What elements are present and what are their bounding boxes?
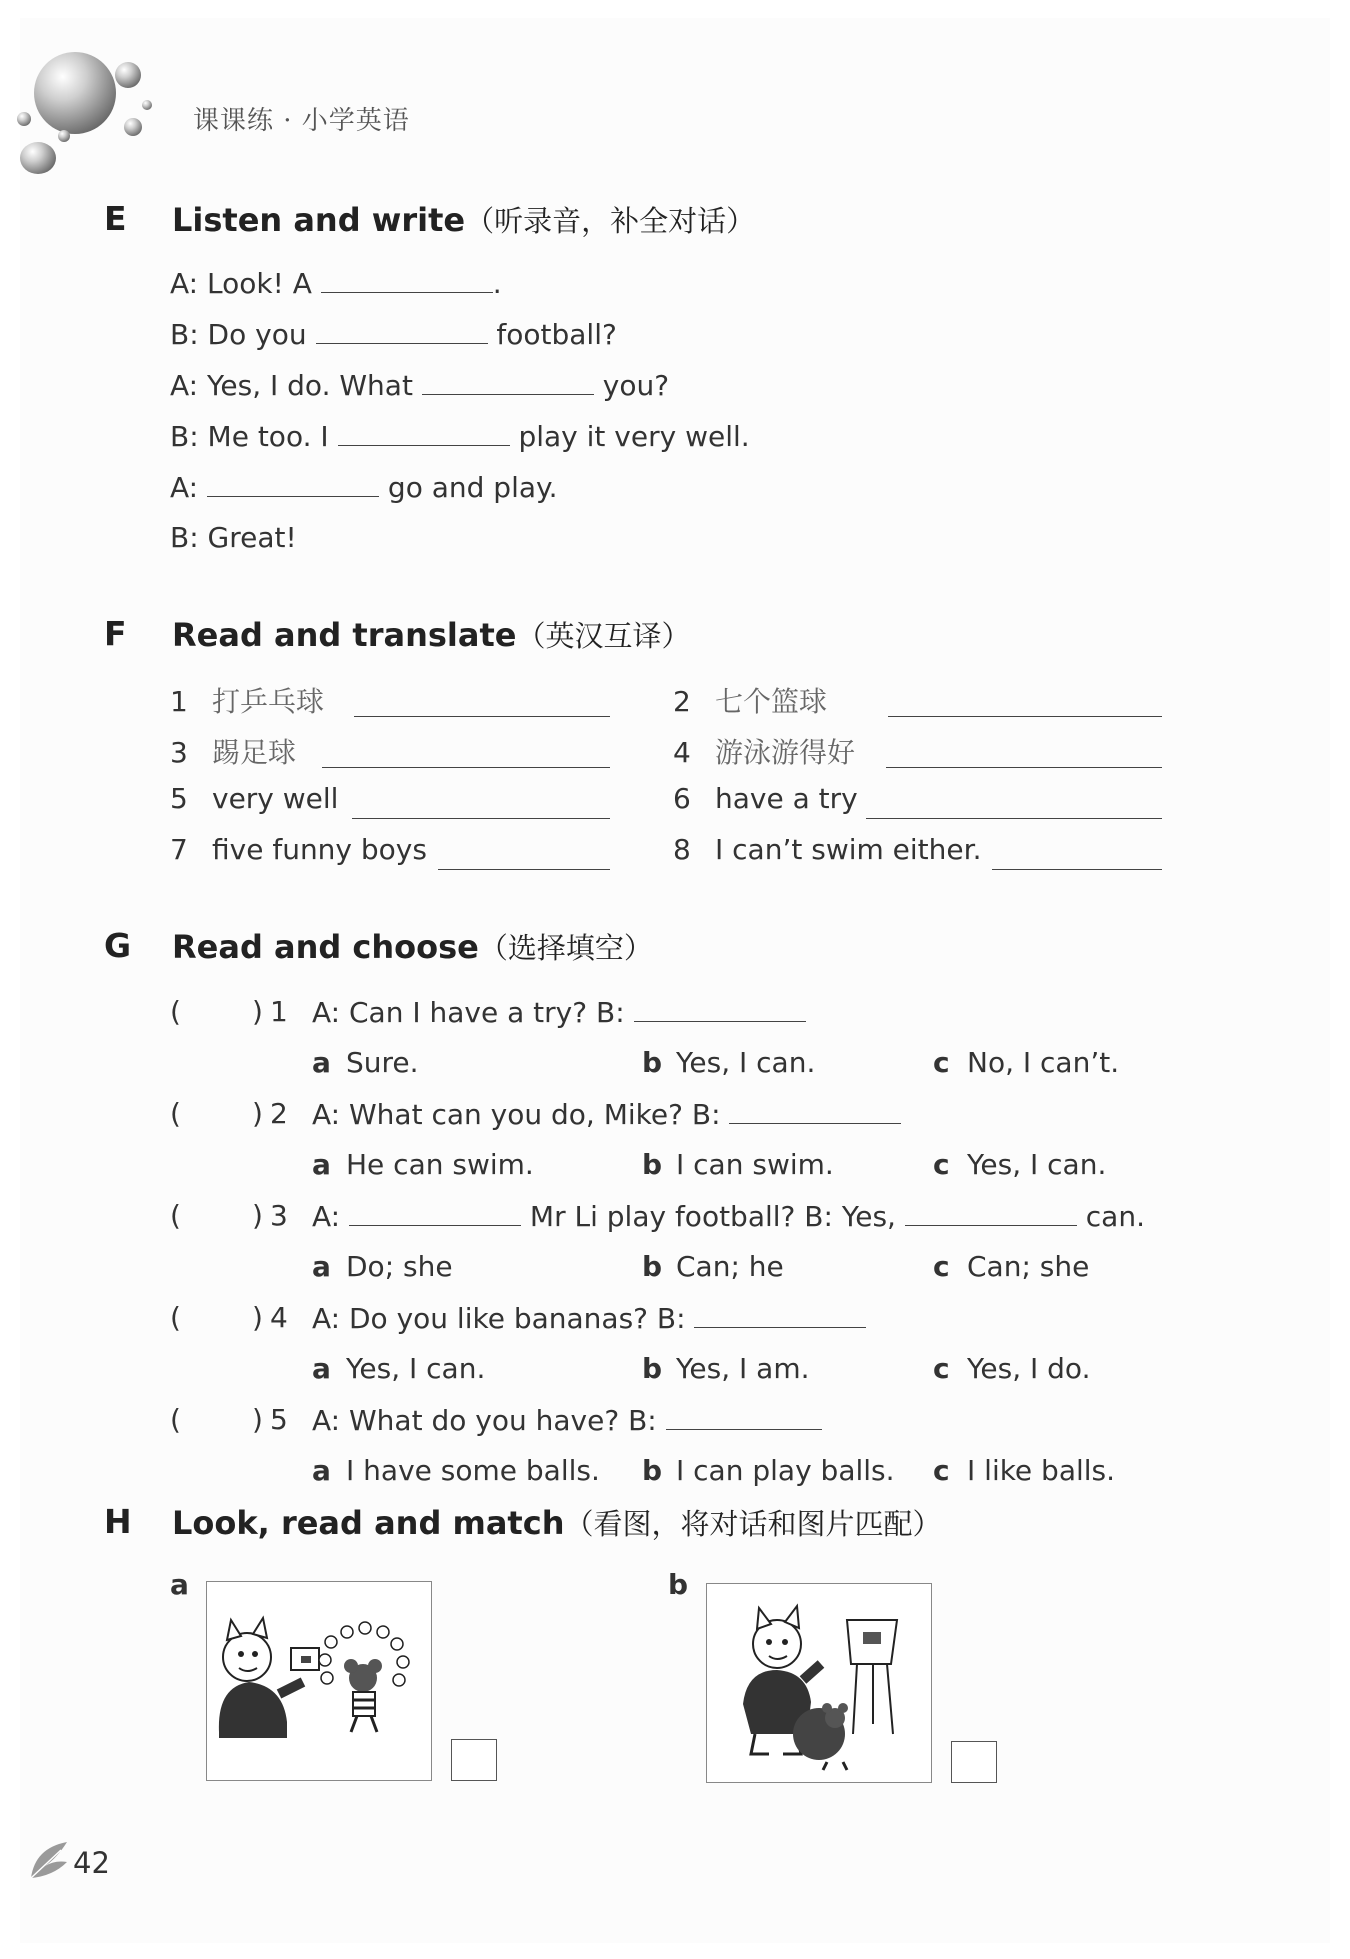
match-answer-box-b[interactable] bbox=[951, 1741, 997, 1783]
option-a[interactable]: a Sure. bbox=[312, 1046, 419, 1079]
option-c[interactable]: c No, I can’t. bbox=[933, 1046, 1120, 1079]
question-number: 2 bbox=[270, 1097, 288, 1130]
question-number: 3 bbox=[270, 1199, 288, 1232]
translate-item: 8 I can’t swim either. bbox=[673, 833, 982, 866]
option-b[interactable]: b Yes, I can. bbox=[642, 1046, 816, 1079]
answer-blank[interactable] bbox=[352, 792, 610, 819]
question-text: A: Can I have a try? B: bbox=[312, 995, 806, 1029]
translate-item: 1 打乒乓球 bbox=[170, 685, 325, 718]
question-text: A: What do you have? B: bbox=[312, 1403, 822, 1437]
answer-paren-open[interactable]: ( bbox=[170, 1097, 181, 1130]
translate-item: 3 踢足球 bbox=[170, 736, 297, 769]
match-answer-box-a[interactable] bbox=[451, 1739, 497, 1781]
answer-blank[interactable] bbox=[349, 1199, 521, 1226]
option-c[interactable]: c Can; she bbox=[933, 1250, 1090, 1283]
translate-item: 2 七个篮球 bbox=[673, 685, 828, 718]
option-c[interactable]: c Yes, I can. bbox=[933, 1148, 1107, 1181]
answer-blank[interactable] bbox=[634, 995, 806, 1022]
question-text: A: Mr Li play football? B: Yes, can. bbox=[312, 1200, 1145, 1233]
dialogue-line: A: Look! A . bbox=[170, 267, 502, 300]
translate-item: 4 游泳游得好 bbox=[673, 736, 856, 769]
answer-blank[interactable] bbox=[338, 419, 510, 446]
section-e-title: Listen and write（听录音，补全对话） bbox=[172, 201, 756, 239]
answer-blank[interactable] bbox=[866, 792, 1162, 819]
section-g-letter: G bbox=[104, 926, 132, 965]
answer-paren-open[interactable]: ( bbox=[170, 1301, 181, 1334]
question-text: A: Do you like bananas? B: bbox=[312, 1301, 866, 1335]
book-title: 课课练 · 小学英语 bbox=[193, 106, 410, 136]
page-number: 42 bbox=[73, 1846, 110, 1880]
answer-blank[interactable] bbox=[888, 690, 1162, 717]
answer-paren-close: ) bbox=[252, 995, 263, 1028]
answer-blank[interactable] bbox=[354, 690, 610, 717]
section-e-letter: E bbox=[104, 199, 127, 238]
section-f-title: Read and translate（英汉互译） bbox=[172, 616, 691, 654]
option-b[interactable]: b Yes, I am. bbox=[642, 1352, 810, 1385]
dialogue-line: B: Me too. I play it very well. bbox=[170, 420, 750, 453]
answer-paren-close: ) bbox=[252, 1097, 263, 1130]
answer-blank[interactable] bbox=[322, 741, 610, 768]
dialogue-line: B: Great! bbox=[170, 521, 297, 554]
answer-paren-close: ) bbox=[252, 1403, 263, 1436]
answer-paren-open[interactable]: ( bbox=[170, 1403, 181, 1436]
section-g-title: Read and choose（选择填空） bbox=[172, 928, 653, 966]
question-number: 5 bbox=[270, 1403, 288, 1436]
picture-a-cat-and-mouse bbox=[206, 1581, 432, 1781]
option-a[interactable]: a Yes, I can. bbox=[312, 1352, 486, 1385]
option-c[interactable]: c Yes, I do. bbox=[933, 1352, 1091, 1385]
option-b[interactable]: b I can swim. bbox=[642, 1148, 834, 1181]
option-c[interactable]: c I like balls. bbox=[933, 1454, 1116, 1487]
answer-paren-open[interactable]: ( bbox=[170, 995, 181, 1028]
answer-blank[interactable] bbox=[438, 843, 610, 870]
leaf-icon bbox=[27, 1838, 73, 1882]
picture-a-label: a bbox=[170, 1568, 189, 1601]
dialogue-line: A: Yes, I do. What you? bbox=[170, 369, 670, 402]
translate-item: 7 five funny boys bbox=[170, 833, 427, 866]
option-a[interactable]: a He can swim. bbox=[312, 1148, 534, 1181]
question-number: 4 bbox=[270, 1301, 288, 1334]
picture-b-label: b bbox=[668, 1568, 689, 1601]
answer-blank[interactable] bbox=[316, 317, 488, 344]
answer-blank[interactable] bbox=[992, 843, 1162, 870]
section-h-letter: H bbox=[104, 1502, 132, 1541]
answer-paren-close: ) bbox=[252, 1199, 263, 1232]
dialogue-line: A: go and play. bbox=[170, 471, 558, 504]
option-a[interactable]: a Do; she bbox=[312, 1250, 453, 1283]
translate-item: 6 have a try bbox=[673, 782, 858, 815]
answer-blank[interactable] bbox=[905, 1199, 1077, 1226]
answer-blank[interactable] bbox=[422, 368, 594, 395]
question-text: A: What can you do, Mike? B: bbox=[312, 1097, 901, 1131]
answer-blank[interactable] bbox=[886, 741, 1162, 768]
answer-blank[interactable] bbox=[321, 266, 493, 293]
answer-paren-close: ) bbox=[252, 1301, 263, 1334]
question-number: 1 bbox=[270, 995, 288, 1028]
answer-blank[interactable] bbox=[666, 1403, 822, 1430]
dialogue-line: B: Do you football? bbox=[170, 318, 617, 351]
picture-b-cat-and-mouse bbox=[706, 1583, 932, 1783]
section-h-title: Look, read and match（看图，将对话和图片匹配） bbox=[172, 1504, 942, 1542]
option-a[interactable]: a I have some balls. bbox=[312, 1454, 600, 1487]
answer-blank[interactable] bbox=[729, 1097, 901, 1124]
option-b[interactable]: b I can play balls. bbox=[642, 1454, 895, 1487]
option-b[interactable]: b Can; he bbox=[642, 1250, 784, 1283]
section-f-letter: F bbox=[104, 614, 127, 653]
answer-blank[interactable] bbox=[207, 470, 379, 497]
answer-paren-open[interactable]: ( bbox=[170, 1199, 181, 1232]
translate-item: 5 very well bbox=[170, 782, 339, 815]
answer-blank[interactable] bbox=[694, 1301, 866, 1328]
